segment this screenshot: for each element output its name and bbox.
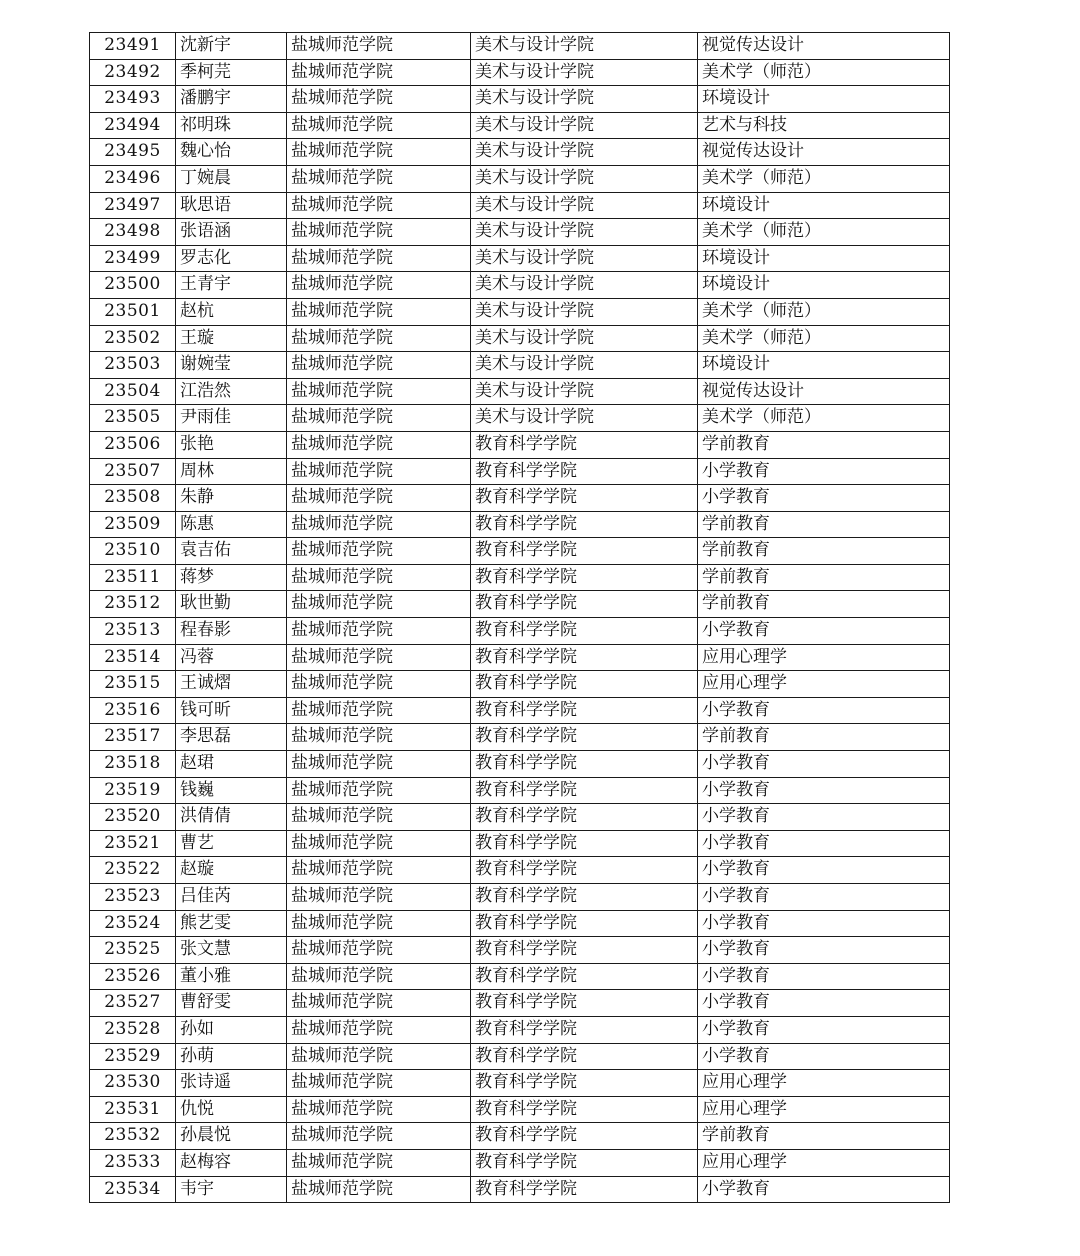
school-cell: 盐城师范学院 [287, 830, 471, 857]
college-cell: 教育科学学院 [471, 564, 698, 591]
table-row [90, 990, 950, 1017]
school-cell: 盐城师范学院 [287, 1096, 471, 1123]
major-cell: 美术学（师范） [698, 298, 950, 325]
school-cell: 盐城师范学院 [287, 298, 471, 325]
table-row [90, 1123, 950, 1150]
school-cell: 盐城师范学院 [287, 59, 471, 86]
school-cell: 盐城师范学院 [287, 591, 471, 618]
table-row [90, 697, 950, 724]
major-cell: 应用心理学 [698, 1070, 950, 1097]
name-cell: 王璇 [176, 325, 287, 352]
major-cell: 小学教育 [698, 697, 950, 724]
school-cell: 盐城师范学院 [287, 1016, 471, 1043]
school-cell: 盐城师范学院 [287, 511, 471, 538]
id-cell: 23521 [90, 830, 176, 857]
school-cell: 盐城师范学院 [287, 804, 471, 831]
name-cell: 尹雨佳 [176, 405, 287, 432]
major-cell: 小学教育 [698, 458, 950, 485]
major-cell: 应用心理学 [698, 1149, 950, 1176]
name-cell: 仇悦 [176, 1096, 287, 1123]
college-cell: 美术与设计学院 [471, 298, 698, 325]
table-row [90, 777, 950, 804]
college-cell: 教育科学学院 [471, 751, 698, 778]
roster-table [89, 32, 950, 1203]
school-cell: 盐城师范学院 [287, 910, 471, 937]
id-cell: 23498 [90, 219, 176, 246]
table-row [90, 485, 950, 512]
id-cell: 23533 [90, 1149, 176, 1176]
college-cell: 美术与设计学院 [471, 272, 698, 299]
id-cell: 23534 [90, 1176, 176, 1203]
major-cell: 小学教育 [698, 751, 950, 778]
table-row [90, 857, 950, 884]
table-row [90, 86, 950, 113]
id-cell: 23503 [90, 352, 176, 379]
table-row [90, 884, 950, 911]
id-cell: 23495 [90, 139, 176, 166]
name-cell: 熊艺雯 [176, 910, 287, 937]
id-cell: 23513 [90, 618, 176, 645]
id-cell: 23502 [90, 325, 176, 352]
college-cell: 教育科学学院 [471, 937, 698, 964]
school-cell: 盐城师范学院 [287, 777, 471, 804]
college-cell: 美术与设计学院 [471, 325, 698, 352]
id-cell: 23499 [90, 245, 176, 272]
major-cell: 小学教育 [698, 1176, 950, 1203]
college-cell: 美术与设计学院 [471, 112, 698, 139]
id-cell: 23509 [90, 511, 176, 538]
table-row [90, 963, 950, 990]
school-cell: 盐城师范学院 [287, 325, 471, 352]
id-cell: 23496 [90, 165, 176, 192]
school-cell: 盐城师范学院 [287, 272, 471, 299]
college-cell: 教育科学学院 [471, 538, 698, 565]
school-cell: 盐城师范学院 [287, 884, 471, 911]
major-cell: 小学教育 [698, 963, 950, 990]
major-cell: 学前教育 [698, 511, 950, 538]
college-cell: 教育科学学院 [471, 591, 698, 618]
school-cell: 盐城师范学院 [287, 245, 471, 272]
name-cell: 祁明珠 [176, 112, 287, 139]
major-cell: 学前教育 [698, 431, 950, 458]
college-cell: 教育科学学院 [471, 1043, 698, 1070]
school-cell: 盐城师范学院 [287, 33, 471, 60]
id-cell: 23493 [90, 86, 176, 113]
name-cell: 孙如 [176, 1016, 287, 1043]
name-cell: 程春影 [176, 618, 287, 645]
id-cell: 23501 [90, 298, 176, 325]
name-cell: 耿思语 [176, 192, 287, 219]
table-row [90, 671, 950, 698]
table-row [90, 591, 950, 618]
name-cell: 沈新宇 [176, 33, 287, 60]
table-row [90, 1070, 950, 1097]
table-row [90, 165, 950, 192]
id-cell: 23500 [90, 272, 176, 299]
id-cell: 23506 [90, 431, 176, 458]
name-cell: 钱可昕 [176, 697, 287, 724]
name-cell: 冯蓉 [176, 644, 287, 671]
table-row [90, 219, 950, 246]
college-cell: 教育科学学院 [471, 804, 698, 831]
table-row [90, 325, 950, 352]
college-cell: 教育科学学院 [471, 884, 698, 911]
college-cell: 教育科学学院 [471, 1176, 698, 1203]
id-cell: 23511 [90, 564, 176, 591]
school-cell: 盐城师范学院 [287, 378, 471, 405]
major-cell: 环境设计 [698, 245, 950, 272]
name-cell: 周林 [176, 458, 287, 485]
id-cell: 23515 [90, 671, 176, 698]
name-cell: 洪倩倩 [176, 804, 287, 831]
name-cell: 李思磊 [176, 724, 287, 751]
college-cell: 美术与设计学院 [471, 192, 698, 219]
major-cell: 学前教育 [698, 564, 950, 591]
major-cell: 小学教育 [698, 1043, 950, 1070]
school-cell: 盐城师范学院 [287, 1149, 471, 1176]
school-cell: 盐城师范学院 [287, 671, 471, 698]
name-cell: 陈惠 [176, 511, 287, 538]
id-cell: 23491 [90, 33, 176, 60]
college-cell: 教育科学学院 [471, 618, 698, 645]
table-row [90, 724, 950, 751]
college-cell: 美术与设计学院 [471, 139, 698, 166]
college-cell: 美术与设计学院 [471, 219, 698, 246]
name-cell: 曹舒雯 [176, 990, 287, 1017]
name-cell: 潘鹏宇 [176, 86, 287, 113]
table-row [90, 1016, 950, 1043]
school-cell: 盐城师范学院 [287, 538, 471, 565]
table-row [90, 272, 950, 299]
school-cell: 盐城师范学院 [287, 219, 471, 246]
major-cell: 学前教育 [698, 724, 950, 751]
table-row [90, 33, 950, 60]
name-cell: 谢婉莹 [176, 352, 287, 379]
name-cell: 季柯芫 [176, 59, 287, 86]
name-cell: 张艳 [176, 431, 287, 458]
id-cell: 23525 [90, 937, 176, 964]
id-cell: 23524 [90, 910, 176, 937]
name-cell: 赵梅容 [176, 1149, 287, 1176]
table-row [90, 1149, 950, 1176]
major-cell: 小学教育 [698, 990, 950, 1017]
college-cell: 教育科学学院 [471, 1016, 698, 1043]
college-cell: 教育科学学院 [471, 671, 698, 698]
table-row [90, 59, 950, 86]
id-cell: 23492 [90, 59, 176, 86]
college-cell: 教育科学学院 [471, 724, 698, 751]
id-cell: 23508 [90, 485, 176, 512]
name-cell: 罗志化 [176, 245, 287, 272]
college-cell: 教育科学学院 [471, 644, 698, 671]
school-cell: 盐城师范学院 [287, 990, 471, 1017]
name-cell: 丁婉晨 [176, 165, 287, 192]
name-cell: 蒋梦 [176, 564, 287, 591]
table-row [90, 538, 950, 565]
college-cell: 教育科学学院 [471, 511, 698, 538]
major-cell: 美术学（师范） [698, 165, 950, 192]
table-row [90, 804, 950, 831]
id-cell: 23531 [90, 1096, 176, 1123]
name-cell: 江浩然 [176, 378, 287, 405]
school-cell: 盐城师范学院 [287, 1176, 471, 1203]
id-cell: 23504 [90, 378, 176, 405]
school-cell: 盐城师范学院 [287, 485, 471, 512]
school-cell: 盐城师范学院 [287, 618, 471, 645]
major-cell: 学前教育 [698, 1123, 950, 1150]
major-cell: 小学教育 [698, 804, 950, 831]
major-cell: 小学教育 [698, 937, 950, 964]
school-cell: 盐城师范学院 [287, 139, 471, 166]
roster-body [90, 33, 950, 1203]
college-cell: 教育科学学院 [471, 458, 698, 485]
table-row [90, 298, 950, 325]
name-cell: 朱静 [176, 485, 287, 512]
id-cell: 23518 [90, 751, 176, 778]
college-cell: 教育科学学院 [471, 1149, 698, 1176]
school-cell: 盐城师范学院 [287, 1070, 471, 1097]
table-row [90, 1176, 950, 1203]
id-cell: 23528 [90, 1016, 176, 1043]
school-cell: 盐城师范学院 [287, 405, 471, 432]
college-cell: 教育科学学院 [471, 431, 698, 458]
school-cell: 盐城师范学院 [287, 192, 471, 219]
id-cell: 23507 [90, 458, 176, 485]
table-row [90, 405, 950, 432]
college-cell: 美术与设计学院 [471, 59, 698, 86]
name-cell: 孙晨悦 [176, 1123, 287, 1150]
school-cell: 盐城师范学院 [287, 112, 471, 139]
id-cell: 23519 [90, 777, 176, 804]
name-cell: 曹艺 [176, 830, 287, 857]
table-row [90, 830, 950, 857]
major-cell: 视觉传达设计 [698, 33, 950, 60]
major-cell: 视觉传达设计 [698, 139, 950, 166]
id-cell: 23532 [90, 1123, 176, 1150]
name-cell: 董小雅 [176, 963, 287, 990]
id-cell: 23505 [90, 405, 176, 432]
name-cell: 赵璇 [176, 857, 287, 884]
name-cell: 袁吉佑 [176, 538, 287, 565]
school-cell: 盐城师范学院 [287, 644, 471, 671]
major-cell: 美术学（师范） [698, 405, 950, 432]
name-cell: 张语涵 [176, 219, 287, 246]
table-row [90, 1043, 950, 1070]
table-row [90, 192, 950, 219]
major-cell: 应用心理学 [698, 1096, 950, 1123]
table-row [90, 910, 950, 937]
id-cell: 23527 [90, 990, 176, 1017]
school-cell: 盐城师范学院 [287, 963, 471, 990]
major-cell: 环境设计 [698, 272, 950, 299]
major-cell: 小学教育 [698, 910, 950, 937]
major-cell: 小学教育 [698, 884, 950, 911]
id-cell: 23516 [90, 697, 176, 724]
name-cell: 赵杭 [176, 298, 287, 325]
college-cell: 美术与设计学院 [471, 165, 698, 192]
college-cell: 美术与设计学院 [471, 86, 698, 113]
college-cell: 教育科学学院 [471, 1096, 698, 1123]
college-cell: 美术与设计学院 [471, 405, 698, 432]
school-cell: 盐城师范学院 [287, 458, 471, 485]
school-cell: 盐城师范学院 [287, 86, 471, 113]
major-cell: 小学教育 [698, 777, 950, 804]
id-cell: 23510 [90, 538, 176, 565]
school-cell: 盐城师范学院 [287, 564, 471, 591]
major-cell: 小学教育 [698, 618, 950, 645]
major-cell: 小学教育 [698, 830, 950, 857]
college-cell: 教育科学学院 [471, 697, 698, 724]
school-cell: 盐城师范学院 [287, 724, 471, 751]
table-row [90, 1096, 950, 1123]
major-cell: 学前教育 [698, 591, 950, 618]
name-cell: 耿世勤 [176, 591, 287, 618]
major-cell: 视觉传达设计 [698, 378, 950, 405]
name-cell: 王诚熠 [176, 671, 287, 698]
college-cell: 美术与设计学院 [471, 33, 698, 60]
major-cell: 应用心理学 [698, 644, 950, 671]
table-row [90, 751, 950, 778]
id-cell: 23523 [90, 884, 176, 911]
major-cell: 环境设计 [698, 352, 950, 379]
table-row [90, 511, 950, 538]
school-cell: 盐城师范学院 [287, 352, 471, 379]
school-cell: 盐城师范学院 [287, 1043, 471, 1070]
id-cell: 23514 [90, 644, 176, 671]
id-cell: 23529 [90, 1043, 176, 1070]
name-cell: 钱巍 [176, 777, 287, 804]
id-cell: 23530 [90, 1070, 176, 1097]
table-row [90, 431, 950, 458]
college-cell: 教育科学学院 [471, 857, 698, 884]
table-row [90, 139, 950, 166]
college-cell: 教育科学学院 [471, 830, 698, 857]
name-cell: 魏心怡 [176, 139, 287, 166]
table-row [90, 618, 950, 645]
college-cell: 教育科学学院 [471, 990, 698, 1017]
major-cell: 美术学（师范） [698, 219, 950, 246]
id-cell: 23526 [90, 963, 176, 990]
table-row [90, 245, 950, 272]
id-cell: 23522 [90, 857, 176, 884]
id-cell: 23512 [90, 591, 176, 618]
college-cell: 教育科学学院 [471, 910, 698, 937]
school-cell: 盐城师范学院 [287, 697, 471, 724]
major-cell: 美术学（师范） [698, 59, 950, 86]
college-cell: 教育科学学院 [471, 485, 698, 512]
id-cell: 23517 [90, 724, 176, 751]
college-cell: 美术与设计学院 [471, 352, 698, 379]
table-row [90, 352, 950, 379]
table-row [90, 937, 950, 964]
name-cell: 张诗遥 [176, 1070, 287, 1097]
table-row [90, 112, 950, 139]
name-cell: 韦宇 [176, 1176, 287, 1203]
major-cell: 应用心理学 [698, 671, 950, 698]
major-cell: 美术学（师范） [698, 325, 950, 352]
college-cell: 教育科学学院 [471, 777, 698, 804]
table-row [90, 378, 950, 405]
school-cell: 盐城师范学院 [287, 165, 471, 192]
document-page [89, 32, 949, 1203]
name-cell: 张文慧 [176, 937, 287, 964]
table-row [90, 458, 950, 485]
college-cell: 美术与设计学院 [471, 245, 698, 272]
name-cell: 赵珺 [176, 751, 287, 778]
major-cell: 小学教育 [698, 857, 950, 884]
major-cell: 环境设计 [698, 192, 950, 219]
college-cell: 教育科学学院 [471, 1070, 698, 1097]
name-cell: 孙萌 [176, 1043, 287, 1070]
name-cell: 王青宇 [176, 272, 287, 299]
school-cell: 盐城师范学院 [287, 937, 471, 964]
id-cell: 23494 [90, 112, 176, 139]
college-cell: 美术与设计学院 [471, 378, 698, 405]
major-cell: 艺术与科技 [698, 112, 950, 139]
major-cell: 小学教育 [698, 1016, 950, 1043]
table-row [90, 564, 950, 591]
id-cell: 23497 [90, 192, 176, 219]
school-cell: 盐城师范学院 [287, 751, 471, 778]
major-cell: 环境设计 [698, 86, 950, 113]
major-cell: 学前教育 [698, 538, 950, 565]
school-cell: 盐城师范学院 [287, 857, 471, 884]
name-cell: 吕佳芮 [176, 884, 287, 911]
id-cell: 23520 [90, 804, 176, 831]
table-row [90, 644, 950, 671]
school-cell: 盐城师范学院 [287, 431, 471, 458]
school-cell: 盐城师范学院 [287, 1123, 471, 1150]
college-cell: 教育科学学院 [471, 1123, 698, 1150]
major-cell: 小学教育 [698, 485, 950, 512]
college-cell: 教育科学学院 [471, 963, 698, 990]
